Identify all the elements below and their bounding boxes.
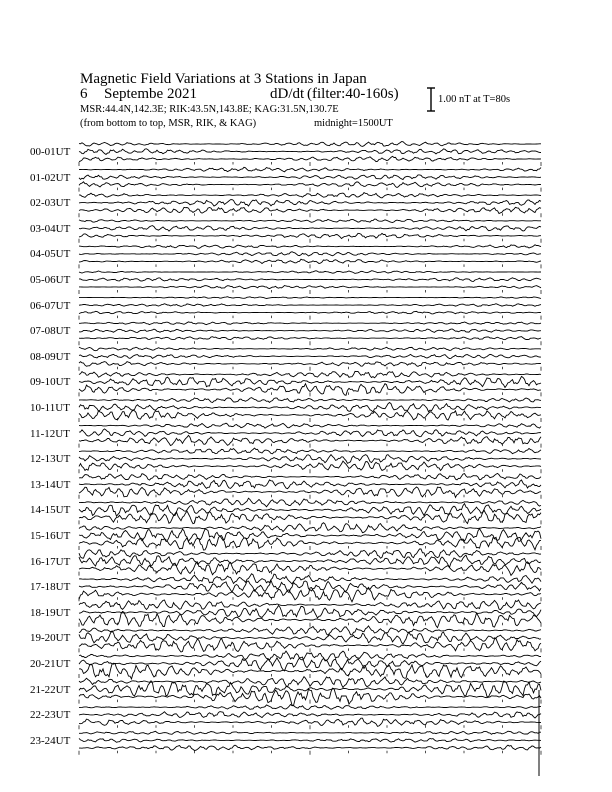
trace-kag [79, 473, 541, 480]
trace-kag [79, 398, 541, 403]
hour-row-label: 11-12UT [30, 427, 70, 440]
trace-rik [79, 200, 541, 206]
trace-rik [79, 529, 541, 542]
date-year: 2021 [167, 86, 197, 102]
trace-rik [79, 681, 541, 697]
trace-msr [79, 362, 541, 367]
trace-kag [79, 297, 541, 299]
trace-msr [79, 156, 541, 161]
hour-row-label: 17-18UT [30, 581, 71, 594]
trace-msr [79, 207, 541, 213]
trace-rik [79, 455, 541, 464]
stack-order-note: (from bottom to top, MSR, RIK, & KAG) [80, 118, 257, 129]
trace-kag [79, 423, 541, 428]
hour-row-label: 19-20UT [30, 632, 71, 645]
chart-title: Magnetic Field Variations at 3 Stations in Japan [80, 71, 367, 87]
date-day: 6 [80, 86, 88, 102]
hour-row-label: 20-21UT [30, 658, 71, 670]
trace-kag [79, 142, 541, 147]
trace-kag [79, 271, 541, 274]
trace-kag [79, 167, 541, 172]
trace-rik [79, 504, 541, 517]
trace-msr [79, 259, 541, 263]
hour-row-label: 14-15UT [30, 504, 71, 517]
hour-row-label: 01-02UT [30, 171, 71, 184]
hour-row-label: 08-09UT [30, 350, 71, 363]
trace-kag [79, 193, 541, 198]
trace-rik [79, 252, 541, 256]
trace-rik [79, 580, 541, 592]
scale-bar-label: 1.00 nT at T=80s [438, 94, 511, 105]
trace-kag [79, 498, 541, 507]
hour-row-label: 13-14UT [30, 478, 71, 491]
trace-rik [79, 226, 541, 232]
trace-msr [79, 461, 541, 471]
station-coordinates: MSR:44.4N,142.3E; RIK:43.5N,143.8E; KAG:31.5N,130.7E [80, 104, 339, 115]
hour-row-label: 06-07UT [30, 299, 71, 312]
trace-msr [79, 718, 541, 726]
trace-rik [79, 738, 541, 742]
trace-msr [79, 311, 541, 314]
trace-kag [79, 347, 541, 351]
trace-msr [79, 233, 541, 238]
trace-kag [79, 448, 541, 454]
trace-msr [79, 745, 541, 750]
trace-kag [79, 322, 541, 325]
trace-rik [79, 329, 541, 332]
trace-kag [79, 705, 541, 710]
trace-msr [79, 286, 541, 289]
trace-msr [79, 337, 541, 340]
trace-kag [79, 245, 541, 249]
trace-rik [79, 429, 541, 437]
date-month: Septembe [104, 86, 164, 102]
trace-rik [79, 304, 541, 307]
trace-kag [79, 549, 541, 558]
hour-row-label: 23-24UT [30, 734, 71, 747]
trace-kag [79, 219, 541, 222]
hour-row-label: 09-10UT [30, 376, 71, 389]
trace-group [79, 142, 541, 776]
trace-kag [79, 371, 541, 377]
hour-row-label: 16-17UT [30, 555, 71, 568]
trace-rik [79, 712, 541, 718]
trace-kag [79, 651, 541, 661]
hour-row-label: 10-11UT [30, 402, 70, 414]
quantity-label: dD/dt [270, 86, 305, 102]
hour-row-label: 21-22UT [30, 683, 71, 696]
filter-label: (filter:40-160s) [307, 86, 399, 102]
trace-rik [79, 376, 541, 387]
hour-row-label: 05-06UT [30, 274, 71, 286]
trace-kag [79, 731, 541, 734]
trace-rik [79, 403, 541, 412]
hour-row-label: 03-04UT [30, 222, 71, 235]
hour-row-label: 18-19UT [30, 606, 71, 619]
midnight-note: midnight=1500UT [314, 118, 393, 129]
scale-bar [427, 88, 435, 111]
trace-rik [79, 175, 541, 180]
trace-rik [79, 278, 541, 282]
hour-row-label: 02-03UT [30, 197, 71, 210]
hour-row-label: 04-05UT [30, 248, 71, 261]
trace-rik [79, 149, 541, 155]
trace-rik [79, 480, 541, 489]
hour-row-label: 22-23UT [30, 709, 71, 722]
trace-kag [79, 600, 541, 610]
trace-msr [79, 182, 541, 188]
trace-rik [79, 354, 541, 358]
hour-row-label: 12-13UT [30, 453, 71, 466]
hour-row-label: 15-16UT [30, 530, 71, 542]
hour-row-label: 07-08UT [30, 325, 71, 338]
hour-row-label: 00-01UT [30, 146, 71, 158]
trace-kag [79, 626, 541, 635]
